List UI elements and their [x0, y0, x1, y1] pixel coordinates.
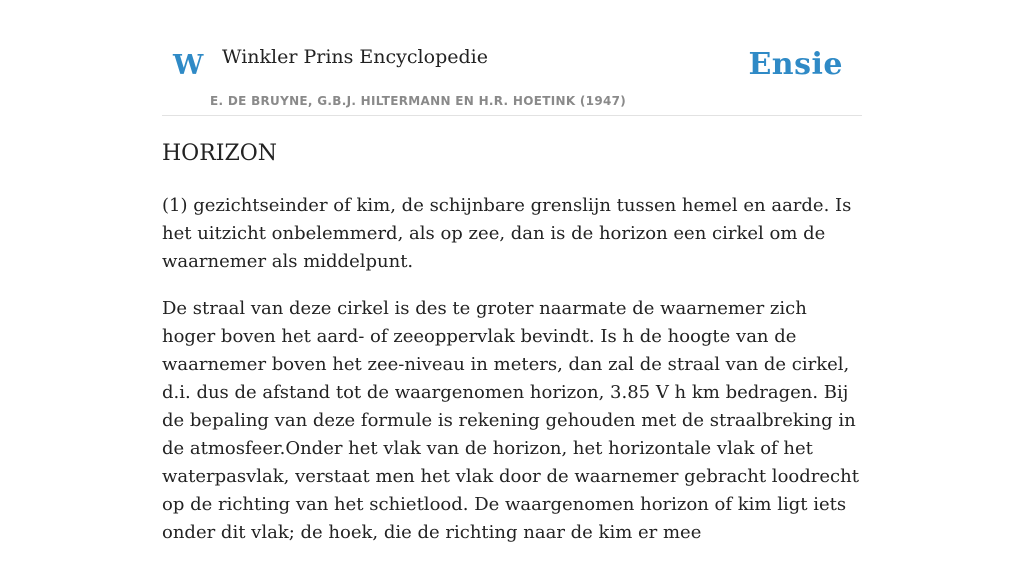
publisher-logo[interactable]: W	[173, 50, 204, 81]
source-title[interactable]: Winkler Prins Encyclopedie	[222, 46, 488, 68]
brand-logo[interactable]: Ensie	[748, 47, 843, 82]
page	[162, 0, 862, 543]
source-authors: E. DE BRUYNE, G.B.J. HILTERMANN EN H.R. HOETINK (1947)	[210, 94, 627, 108]
entry-paragraph: (1) gezichtseinder of kim, de schijnbare grenslijn tussen hemel en aarde. Is het uitzicht onbelemmerd, als op zee, dan is de horizon een cirkel om de waarnemer als middelpunt.	[162, 195, 852, 272]
entry-paragraph: De straal van deze cirkel is des te groter naarmate de waarnemer zich hoger boven het aard- of zeeoppervlak bevindt. Is h de hoogte van de waarnemer boven het zee-niveau in meters, dan zal de straal van de cirkel, d.i. dus de afstand tot de waargenomen horizon, 3.85 V h km bedragen. Bij de bepaling van deze formule is rekening gehouden met de straalbreking in de atmosfeer.Onder het vlak van de horizon, het horizontale vlak of het waterpasvlak, verstaat men het vlak door de waarnemer gebracht loodrecht op de richting van het schietlood. De waargenomen horizon of kim ligt iets onder dit vlak; de hoek, die de richting naar de kim er mee	[162, 298, 859, 543]
entry-title: HORIZON	[162, 141, 278, 166]
entry-body	[162, 192, 862, 566]
page-header	[162, 0, 862, 116]
